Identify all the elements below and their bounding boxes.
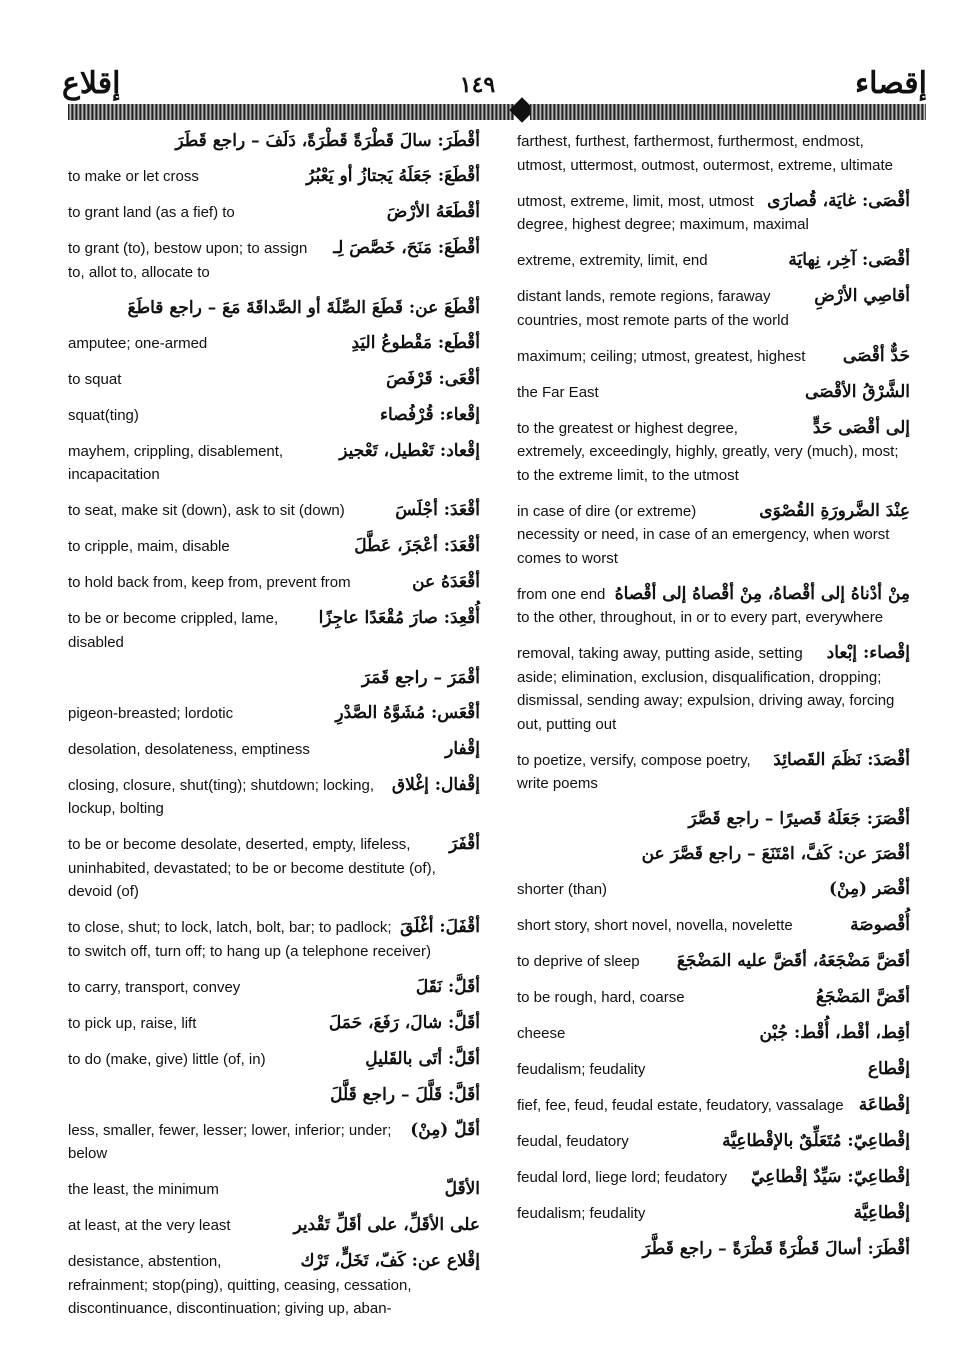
dictionary-entry	[68, 916, 480, 963]
arabic-headword: إقْطاعِيّ: مُتَعَلِّقٌ بالإقْطاعِيَّة	[722, 1131, 910, 1151]
english-definition: the Far East	[517, 383, 599, 401]
english-definition: shorter (than)	[517, 881, 608, 898]
dictionary-entry	[517, 285, 910, 332]
english-definition: to do (make, give) little (of, in)	[68, 1050, 266, 1068]
english-definition: at least, at the very least	[68, 1217, 231, 1234]
dictionary-entry	[517, 1058, 910, 1082]
dictionary-entry	[68, 976, 480, 1000]
arabic-headword: عِنْدَ الضَّرورَةِ القُصْوَى	[759, 500, 910, 521]
dictionary-entry	[68, 607, 480, 654]
english-definition: to the greatest or highest degree, extremely, exceedingly, highly, greatly, very (much), most; to the extreme limit, to the utmost	[517, 419, 899, 484]
dictionary-entry	[517, 914, 910, 938]
english-definition: to hold back from, keep from, prevent from	[68, 574, 351, 591]
arabic-headword: الشَّرْقُ الأقْصَى	[804, 381, 910, 402]
english-definition: to make or let cross	[68, 168, 199, 185]
header-rule-right	[530, 104, 926, 120]
arabic-headword: على الأقَلِّ، على أقَلِّ تَقْدير	[293, 1215, 480, 1235]
arabic-headword: أقْمَرَ – راجع قَمَرَ	[361, 667, 480, 688]
dictionary-entry	[68, 201, 480, 225]
english-definition: to carry, transport, convey	[68, 978, 241, 996]
english-definition: desistance, abstention, refrainment; stop(ping), quitting, ceasing, cessation, discontinuance, discontinuation; giving up, aban-	[68, 1253, 412, 1317]
english-definition: maximum; ceiling; utmost, greatest, highest	[517, 347, 806, 365]
english-definition: to close, shut; to lock, latch, bolt, bar; to padlock; to switch off, turn off; to hang up (a telephone receiver)	[68, 919, 431, 960]
dictionary-entry	[68, 1250, 480, 1321]
english-definition: less, smaller, fewer, lesser; lower, inferior; under; below	[68, 1121, 392, 1162]
arabic-headword: أقْصَى: آخِر، نِهايَة	[788, 250, 910, 270]
arabic-headword: أقَلَّ: أتَى بالقَليلِ	[365, 1048, 480, 1069]
english-definition: fief, fee, feud, feudal estate, feudatory, vassalage	[517, 1097, 844, 1114]
header-guide-word-left: إقلاع	[62, 66, 121, 101]
dictionary-entry	[517, 878, 910, 902]
dictionary-entry	[68, 1012, 480, 1036]
page-number: ١٤٩	[459, 72, 496, 98]
dictionary-entry	[68, 535, 480, 559]
dictionary-entry	[517, 1238, 910, 1261]
dictionary-entry	[517, 749, 910, 796]
arabic-headword: أقَضَّ مَضْجَعَهُ، أقَضَّ عليه المَضْجَعَ	[676, 951, 910, 971]
dictionary-entry	[68, 440, 480, 487]
right-column	[517, 130, 910, 1273]
dictionary-entry	[68, 1178, 480, 1202]
dictionary-entry	[517, 1022, 910, 1046]
arabic-headword: أُقْعِدَ: صارَ مُقْعَدًا عاجِزًا	[318, 608, 480, 628]
arabic-headword: إقْفال: إغْلاق	[391, 774, 480, 795]
arabic-headword: إقْصاء: إبْعاد	[826, 643, 910, 663]
dictionary-entry	[68, 833, 480, 904]
dictionary-entry	[517, 500, 910, 571]
english-definition: squat(ting)	[68, 406, 139, 424]
english-definition: mayhem, crippling, disablement, incapacitation	[68, 442, 284, 483]
dictionary-entry	[68, 571, 480, 595]
arabic-headword: أقْطَعَ: مَنَحَ، خَصَّصَ لِـ	[333, 238, 480, 258]
arabic-headword: أقاصِي الأرْضِ	[814, 286, 910, 306]
dictionary-entry	[68, 332, 480, 356]
dictionary-entry	[517, 381, 910, 405]
arabic-headword: أقْطَع: مَقْطوعُ اليَدِ	[351, 332, 480, 353]
arabic-headword: إقْعاد: تَعْطيل، تَعْجيز	[339, 440, 480, 461]
english-definition: amputee; one-armed	[68, 334, 208, 352]
arabic-headword: أقَلّ (مِنْ)	[410, 1119, 480, 1140]
arabic-headword: أقْعَدَ: أعْجَزَ، عَطَّلَ	[354, 536, 480, 556]
english-definition: feudalism; feudality	[517, 1205, 646, 1222]
english-definition: to poetize, versify, compose poetry, write poems	[517, 751, 751, 792]
dictionary-entry	[68, 702, 480, 726]
arabic-headword: أقَلَّ: قَلَّلَ – راجع قَلَّلَ	[330, 1084, 480, 1105]
dictionary-entry	[517, 1166, 910, 1190]
arabic-headword: إقْلاع عن: كَفّ، تَخَلٍّ، تَرْك	[300, 1251, 480, 1271]
arabic-headword: حَدٌّ أقْصَى	[842, 345, 910, 366]
arabic-headword: أقْعَى: قَرْفَصَ	[386, 368, 480, 389]
header-guide-word-right: إقصاء	[855, 66, 927, 101]
arabic-headword: أقِط، أقْط، أُقْط: جُبْن	[759, 1023, 910, 1043]
english-definition: cheese	[517, 1025, 566, 1042]
english-definition: desolation, desolateness, emptiness	[68, 740, 310, 758]
arabic-headword: إقْفار	[445, 738, 480, 759]
dictionary-entry	[517, 249, 910, 273]
english-definition: the least, the minimum	[68, 1181, 219, 1198]
arabic-headword: أقْعَدَ: أجْلَسَ	[395, 500, 480, 520]
english-definition: to be or become desolate, deserted, empty, lifeless, uninhabited, devastated; to be or become destitute (of), devoid (of)	[68, 836, 436, 900]
english-definition: in case of dire (or extreme) necessity or need, in case of an emergency, when worst comes to worst	[517, 502, 890, 567]
dictionary-entry	[68, 404, 480, 428]
dictionary-entry	[68, 1048, 480, 1072]
arabic-headword: أقْعَدَهُ عن	[412, 572, 480, 592]
english-definition: to deprive of sleep	[517, 953, 640, 970]
english-definition: extreme, extremity, limit, end	[517, 252, 708, 269]
arabic-headword: إقْعاء: قُرْفُصاء	[380, 404, 480, 425]
dictionary-entry	[68, 237, 480, 284]
arabic-headword: أقْطَرَ: سالَ قَطْرَةً قَطْرَةً، دَلَفَ – راجع قَطَرَ	[175, 131, 480, 151]
english-definition: closing, closure, shut(ting); shutdown; locking, lockup, bolting	[68, 776, 374, 817]
english-definition: to seat, make sit (down), ask to sit (down)	[68, 502, 345, 519]
arabic-headword: إلى أقْصَى حَدٍّ	[812, 417, 910, 438]
dictionary-entry	[517, 808, 910, 831]
english-definition: from one end to the other, throughout, in or to every part, everywhere	[517, 585, 884, 626]
header-rule-left	[68, 104, 514, 120]
dictionary-entry	[68, 1214, 480, 1238]
arabic-headword: أقْصَر (مِنْ)	[828, 879, 910, 899]
english-definition: feudalism; feudality	[517, 1061, 646, 1078]
dictionary-entry	[517, 190, 910, 237]
english-definition: to pick up, raise, lift	[68, 1014, 197, 1032]
dictionary-entry	[517, 950, 910, 974]
english-definition: to cripple, maim, disable	[68, 538, 230, 555]
arabic-headword: الأقَلّ	[444, 1179, 480, 1199]
arabic-headword: إقْطاعِيَّة	[853, 1203, 910, 1223]
dictionary-entry	[68, 130, 480, 153]
english-definition: short story, short novel, novella, novelette	[517, 917, 793, 934]
dictionary-entry	[68, 499, 480, 523]
arabic-headword: أقْطَرَ: أسالَ قَطْرَةً قَطْرَةً – راجع قَطَّرَ	[642, 1239, 910, 1259]
dictionary-entry	[517, 1094, 910, 1118]
english-definition: to squat	[68, 370, 122, 388]
arabic-headword: أقَلَّ: شالَ، رَفَعَ، حَمَلَ	[328, 1012, 480, 1033]
arabic-headword: أقْصَدَ: نَظَمَ القَصائِدَ	[773, 749, 910, 770]
english-definition: pigeon-breasted; lordotic	[68, 704, 234, 722]
arabic-headword: مِنْ أدْناهُ إلى أقْصاهُ، مِنْ أقْصاهُ إلى أقْصاهُ	[614, 583, 910, 604]
english-definition: feudal, feudatory	[517, 1133, 629, 1150]
arabic-headword: إقْطاعَة	[858, 1095, 910, 1115]
arabic-headword: أقَلَّ: نَقَلَ	[415, 976, 480, 997]
arabic-headword: أقَضَّ المَضْجَعُ	[815, 987, 910, 1007]
dictionary-entry	[517, 843, 910, 866]
arabic-headword: أقْصَرَ عن: كَفَّ، امْتَنَعَ – راجع قَصَّرَ عن	[641, 844, 910, 864]
dictionary-entry	[68, 774, 480, 821]
english-definition: utmost, extreme, limit, most, utmost degree, highest degree; maximum, maximal	[517, 192, 809, 233]
english-definition: to grant (to), bestow upon; to assign to, allot to, allocate to	[68, 240, 308, 281]
arabic-headword: أقْطَعَ: جَعَلَهُ يَجتازُ أو يَعْبُرُ	[306, 166, 480, 186]
english-definition: to be or become crippled, lame, disabled	[68, 610, 279, 651]
arabic-headword: أقْصَرَ: جَعَلَهُ قَصيرًا – راجع قَصَّرَ	[688, 809, 910, 829]
arabic-headword: إقْطاع	[867, 1059, 910, 1079]
english-definition: to grant land (as a fief) to	[68, 204, 235, 221]
english-definition: to be rough, hard, coarse	[517, 989, 685, 1006]
dictionary-entry	[517, 642, 910, 736]
arabic-headword: أقْعَس: مُشَوَّهُ الصَّدْرِ	[335, 702, 480, 723]
dictionary-entry	[68, 738, 480, 762]
dictionary-entry	[517, 1130, 910, 1154]
dictionary-entry	[517, 345, 910, 369]
dictionary-entry	[517, 1202, 910, 1226]
dictionary-entry	[517, 130, 910, 177]
arabic-headword: أقْفَرَ	[449, 834, 480, 854]
arabic-headword: أقْطَعَهُ الأرْضَ	[386, 202, 480, 222]
english-definition: feudal lord, liege lord; feudatory	[517, 1169, 728, 1186]
arabic-headword: إقْطاعِيّ: سَيِّدٌ إقْطاعِيّ	[751, 1167, 910, 1187]
arabic-headword: أقْصَى: غايَة، قُصارَى	[767, 190, 910, 211]
dictionary-entry	[68, 165, 480, 189]
dictionary-entry	[517, 986, 910, 1010]
left-column	[68, 130, 480, 1333]
dictionary-entry	[68, 667, 480, 690]
arabic-headword: أقْفَلَ: أغْلَقَ	[400, 917, 480, 937]
arabic-headword: أقْطَعَ عن: قَطَعَ الصِّلَةَ أو الصَّداقَةَ مَعَ – راجع قاطَعَ	[127, 297, 480, 318]
dictionary-entry	[68, 368, 480, 392]
dictionary-entry	[517, 417, 910, 488]
english-definition: farthest, furthest, farthermost, furthermost, endmost, utmost, uttermost, outmost, outermost, extreme, ultimate	[517, 133, 893, 174]
dictionary-entry	[517, 583, 910, 630]
dictionary-entry	[68, 1119, 480, 1166]
arabic-headword: أُقْصوصَة	[850, 915, 910, 935]
dictionary-entry	[68, 297, 480, 320]
dictionary-entry	[68, 1084, 480, 1107]
english-definition: removal, taking away, putting aside, setting aside; elimination, exclusion, disqualification, dropping; dismissal, sending away; expulsion, driving away, forcing out, putting out	[517, 645, 895, 733]
english-definition: distant lands, remote regions, faraway countries, most remote parts of the world	[517, 288, 789, 329]
